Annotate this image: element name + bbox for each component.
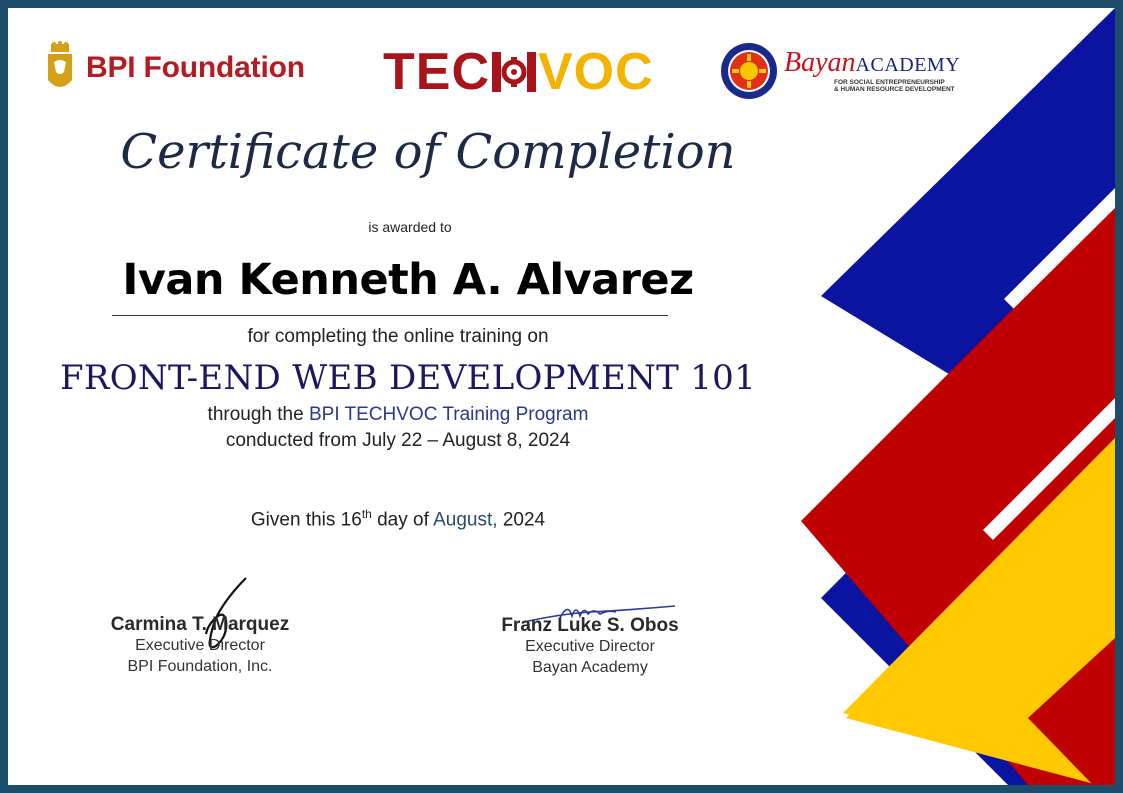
signatory-title: Executive Director [135,637,265,654]
bayan-word: Bayan [784,46,856,78]
program-name: BPI TECHVOC Training Program [308,404,589,425]
given-month: August, [433,509,498,531]
given-ordinal: th [361,507,372,521]
techvoc-logo [383,43,654,101]
bayan-tagline-2: & HUMAN RESOURCE DEVELOPMENT [834,86,955,93]
bayan-academy-logo [720,42,960,100]
signatory-name: Carmina T. Marquez [110,614,290,635]
bpi-crest-icon [42,40,78,96]
given-date [88,507,708,531]
bpi-foundation-logo [42,38,305,98]
given-mid: day of [371,509,434,531]
conducted-dates: conducted from July 22 – August 8, 2024 [225,430,571,451]
techvoc-part1: TEC [383,43,490,101]
recipient-name: Ivan Kenneth A. Alvarez [122,255,694,305]
sun-seal-icon [720,42,778,100]
academy-word: ACADEMY [855,53,961,76]
certificate-title: Certificate of Completion [120,124,736,180]
signatory-name: Franz Luke S. Obos [501,615,679,636]
signatory-org: BPI Foundation, Inc. [127,658,273,675]
signatory-bayan [450,615,730,678]
awarded-to-text: is awarded to [368,219,452,235]
program-prefix: through the [207,404,309,425]
certificate-page [8,8,1115,785]
completion-statement: for completing the online training on [247,326,549,347]
given-prefix: Given this 16 [250,509,362,531]
signatory-org: Bayan Academy [532,659,648,676]
signatory-title: Executive Director [525,638,655,655]
bpi-foundation-name: BPI Foundation [86,51,305,84]
given-year: 2024 [497,509,546,531]
techvoc-part2: VOC [538,43,654,101]
gear-h-icon [490,49,538,95]
course-title: FRONT-END WEB DEVELOPMENT 101 [59,358,757,398]
bayan-tagline-1: FOR SOCIAL ENTREPRENEURSHIP [834,78,945,86]
name-underline [112,315,668,316]
program-line [88,404,708,426]
signatory-bpi [60,614,340,677]
